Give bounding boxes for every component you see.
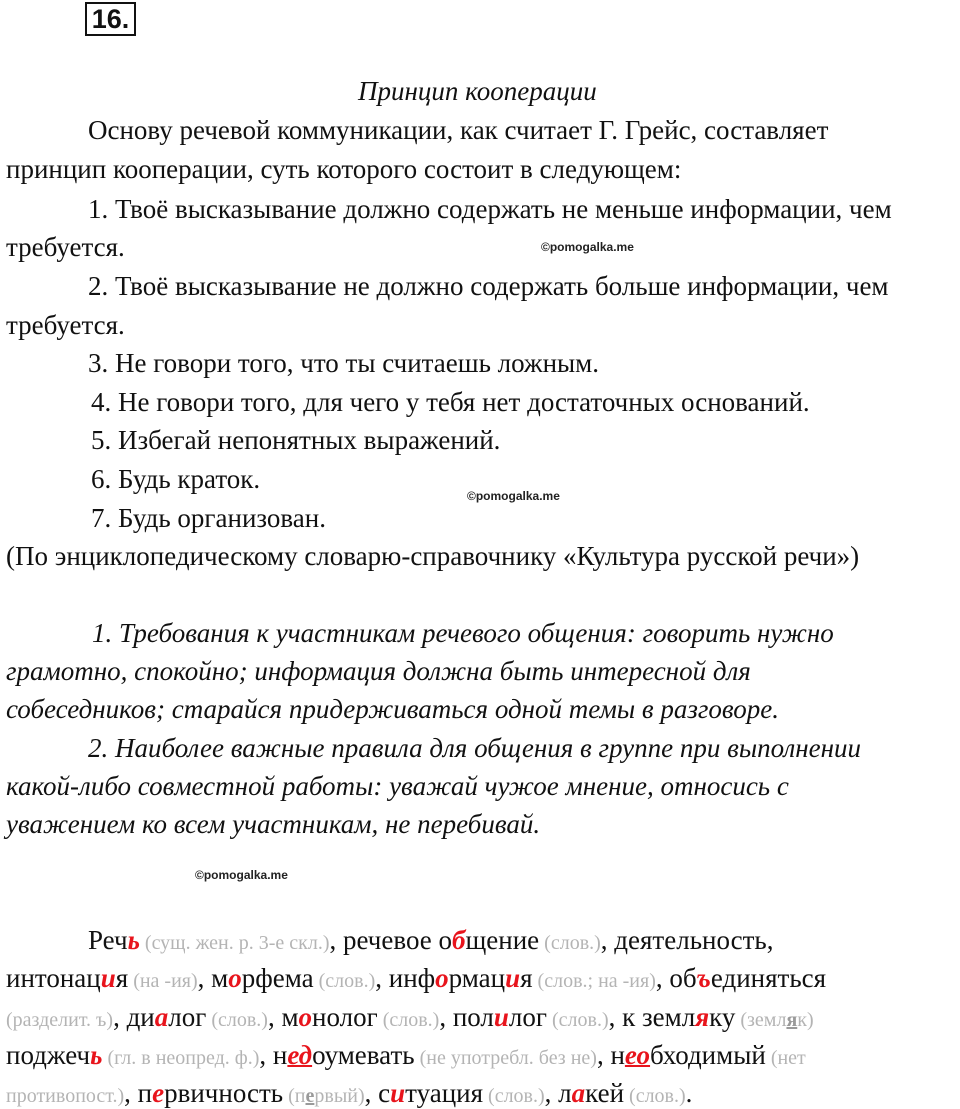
item-1-line-1: 1. Твоё высказывание должно содержать не меньше информации, чем xyxy=(88,194,892,224)
exercise-number: 16. xyxy=(85,2,136,36)
watermark: ©pomogalka.me xyxy=(541,240,634,254)
answer-1-line-2: грамотно, спокойно; информация должна быть интересной для xyxy=(6,656,751,686)
answer-2-line-3: уважением ко всем участникам, не перебивай. xyxy=(6,809,541,839)
text-title: Принцип кооперации xyxy=(358,76,597,106)
answer-1-line-3: собеседников; старайся придерживаться одной темы в разговоре. xyxy=(6,694,779,724)
item-3: 3. Не говори того, что ты считаешь ложным. xyxy=(88,348,600,378)
item-7: 7. Будь организован. xyxy=(91,503,326,533)
watermark: ©pomogalka.me xyxy=(467,489,560,503)
word-line-5: противопост.), первичность (первый), ситуация (слов.), лакей (слов.). xyxy=(6,1078,693,1108)
word-line-1: Речь (сущ. жен. р. 3-е скл.), речевое общение (слов.), деятельность, xyxy=(88,925,774,955)
intro-line-1: Основу речевой коммуникации, как считает Г. Грейс, составляет xyxy=(88,115,829,145)
watermark: ©pomogalka.me xyxy=(195,868,288,882)
item-4: 4. Не говори того, для чего у тебя нет достаточных оснований. xyxy=(91,387,810,417)
item-6: 6. Будь краток. xyxy=(91,464,261,494)
item-5: 5. Избегай непонятных выражений. xyxy=(91,425,501,455)
item-2-line-2: требуется. xyxy=(6,310,125,340)
item-1-line-2: требуется. xyxy=(6,232,125,262)
source-citation: (По энциклопедическому словарю-справочнику «Культура русской речи») xyxy=(6,541,860,571)
answer-2-line-1: 2. Наиболее важные правила для общения в группе при выполнении xyxy=(88,733,862,763)
answer-2-line-2: какой-либо совместной работы: уважай чужое мнение, относись с xyxy=(6,771,789,801)
word-line-4: поджечь (гл. в неопред. ф.), недоумевать (не употребл. без не), необходимый (нет xyxy=(6,1040,806,1070)
word-line-3: (разделит. ъ), диалог (слов.), монолог (слов.), полилог (слов.), к земляку (земляк) xyxy=(6,1002,814,1032)
item-2-line-1: 2. Твоё высказывание не должно содержать больше информации, чем xyxy=(88,271,889,301)
answer-1-line-1: 1. Требования к участникам речевого общения: говорить нужно xyxy=(92,618,834,648)
word-line-2: интонация (на -ия), морфема (слов.), информация (слов.; на -ия), объединяться xyxy=(6,963,827,993)
intro-line-2: принцип кооперации, суть которого состоит в следующем: xyxy=(6,154,682,184)
